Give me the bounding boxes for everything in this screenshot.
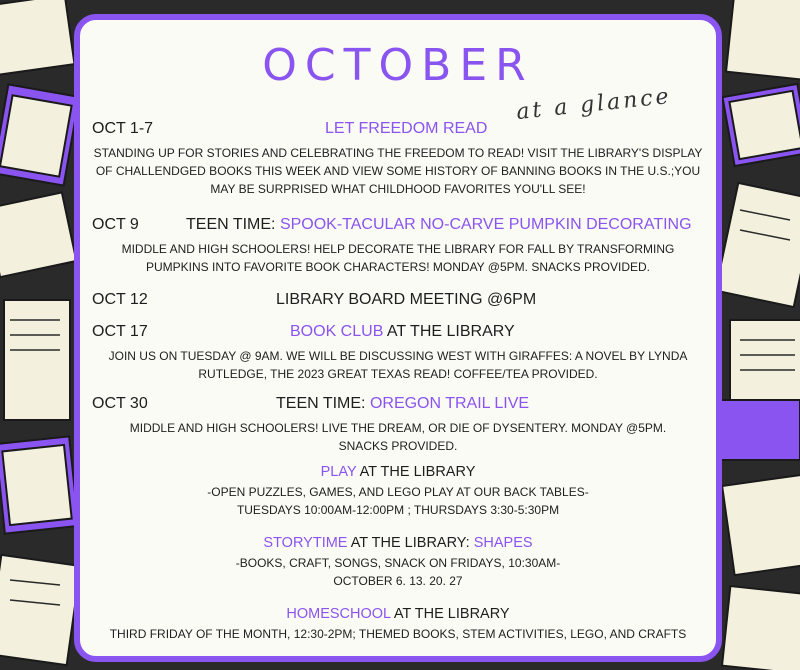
event-heading-highlight: BOOK CLUB xyxy=(290,323,384,340)
event-date: OCT 1-7 xyxy=(92,120,154,137)
event-item xyxy=(80,323,716,383)
event-heading-prefix: TEEN TIME: xyxy=(186,216,280,233)
event-date: OCT 9 xyxy=(92,216,139,233)
event-date: OCT 17 xyxy=(92,323,148,340)
recurring-item xyxy=(80,535,716,590)
event-heading xyxy=(276,395,529,413)
event-description: STANDING UP FOR STORIES AND CELEBRATING THE FREEDOM TO READ! VISIT THE LIBRARY'S DISPLAY OF CHALLENDGED BOOKS THIS WEEK AND VIEW SOME HISTORY OF BANNING BOOKS IN THE U.S.;YOU MAY BE SURPRISED WHAT CHILDHOOD FAVORITES YOU'LL SEE! xyxy=(93,146,703,196)
event-item xyxy=(80,291,716,313)
event-item xyxy=(80,120,716,198)
event-item xyxy=(80,395,716,455)
event-heading-highlight: LET FREEDOM READ xyxy=(325,120,488,137)
event-description: JOIN US ON TUESDAY @ 9AM. WE WILL BE DISCUSSING WEST WITH GIRAFFES: A NOVEL BY LYNDA RUTLEDGE, THE 2023 GREAT TEXAS READ! COFFEE/TEA PROVIDED. xyxy=(108,349,688,381)
page-subtitle: at a glance xyxy=(515,83,673,126)
recurring-line: -BOOKS, CRAFT, SONGS, SNACK ON FRIDAYS, 10:30AM- xyxy=(235,556,561,570)
recurring-line: OCTOBER 6. 13. 20. 27 xyxy=(333,574,463,588)
event-description: MIDDLE AND HIGH SCHOOLERS! LIVE THE DREAM, OR DIE OF DYSENTERY. MONDAY @5PM. SNACKS PROVIDED. xyxy=(129,421,667,453)
event-item xyxy=(80,216,716,276)
recurring-heading-highlight: PLAY xyxy=(320,464,357,480)
recurring-heading xyxy=(80,535,716,551)
recurring-heading-highlight: HOMESCHOOL xyxy=(286,606,391,622)
page-title: OCTOBER xyxy=(262,40,534,91)
event-heading-highlight: OREGON TRAIL LIVE xyxy=(369,395,530,412)
recurring-line: -OPEN PUZZLES, GAMES, AND LEGO PLAY AT OUR BACK TABLES- xyxy=(207,485,589,499)
recurring-line: THIRD FRIDAY OF THE MONTH, 12:30-2PM; THEMED BOOKS, STEM ACTIVITIES, LEGO, AND CRAFTS xyxy=(109,627,687,641)
event-heading xyxy=(290,323,515,341)
recurring-item xyxy=(80,606,716,643)
event-heading-prefix: LIBRARY BOARD MEETING @6PM xyxy=(276,291,537,308)
recurring-heading-suffix: AT THE LIBRARY: xyxy=(347,535,474,551)
recurring-heading-extra: SHAPES xyxy=(473,535,533,551)
event-heading xyxy=(276,291,536,309)
recurring-heading xyxy=(80,464,716,480)
recurring-heading xyxy=(80,606,716,622)
event-panel xyxy=(74,14,722,662)
event-heading-highlight: SPOOK-TACULAR NO-CARVE PUMPKIN DECORATING xyxy=(279,216,692,233)
recurring-item xyxy=(80,464,716,519)
event-heading-suffix: AT THE LIBRARY xyxy=(383,323,515,340)
event-description: MIDDLE AND HIGH SCHOOLERS! HELP DECORATE THE LIBRARY FOR FALL BY TRANSFORMING PUMPKINS INTO FAVORITE BOOK CHARACTERS! MONDAY @5PM. SNACKS PROVIDED. xyxy=(121,242,675,274)
recurring-heading-highlight: STORYTIME xyxy=(263,535,348,551)
event-date: OCT 12 xyxy=(92,291,148,308)
recurring-heading-suffix: AT THE LIBRARY xyxy=(356,464,476,480)
event-heading-prefix: TEEN TIME: xyxy=(276,395,370,412)
event-date: OCT 30 xyxy=(92,395,148,412)
event-heading xyxy=(186,216,692,234)
recurring-line: TUESDAYS 10:00AM-12:00PM ; THURSDAYS 3:30-5:30PM xyxy=(236,503,560,517)
event-heading xyxy=(325,120,487,138)
recurring-heading-suffix: AT THE LIBRARY xyxy=(390,606,510,622)
